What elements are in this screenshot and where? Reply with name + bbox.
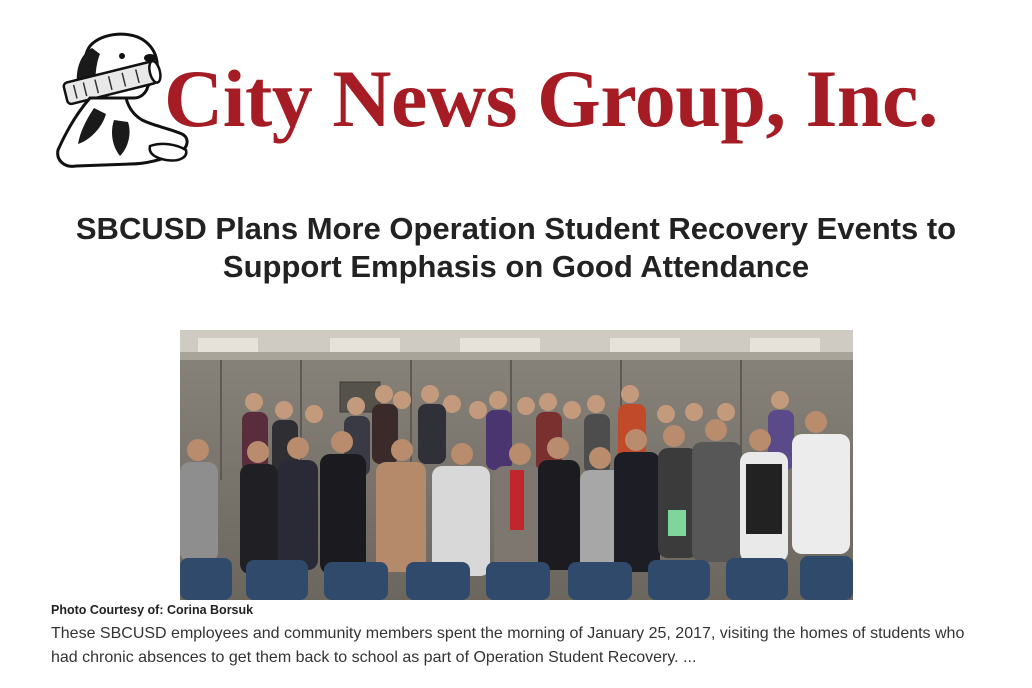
group-photo-image: [180, 330, 853, 600]
article-summary: These SBCUSD employees and community members spent the morning of January 25, 2017, visiting the homes of students who had chronic absences to get them back to school as part of Operation Student Recovery. ...: [51, 625, 965, 666]
article-title[interactable]: SBCUSD Plans More Operation Student Recovery Events to Support Emphasis on Good Attendance: [75, 211, 957, 284]
masthead[interactable]: [50, 28, 980, 176]
masthead-title[interactable]: City News Group, Inc.: [164, 53, 938, 144]
article-photo[interactable]: [180, 330, 853, 600]
photo-credit: Photo Courtesy of: Corina Borsuk: [51, 603, 254, 617]
